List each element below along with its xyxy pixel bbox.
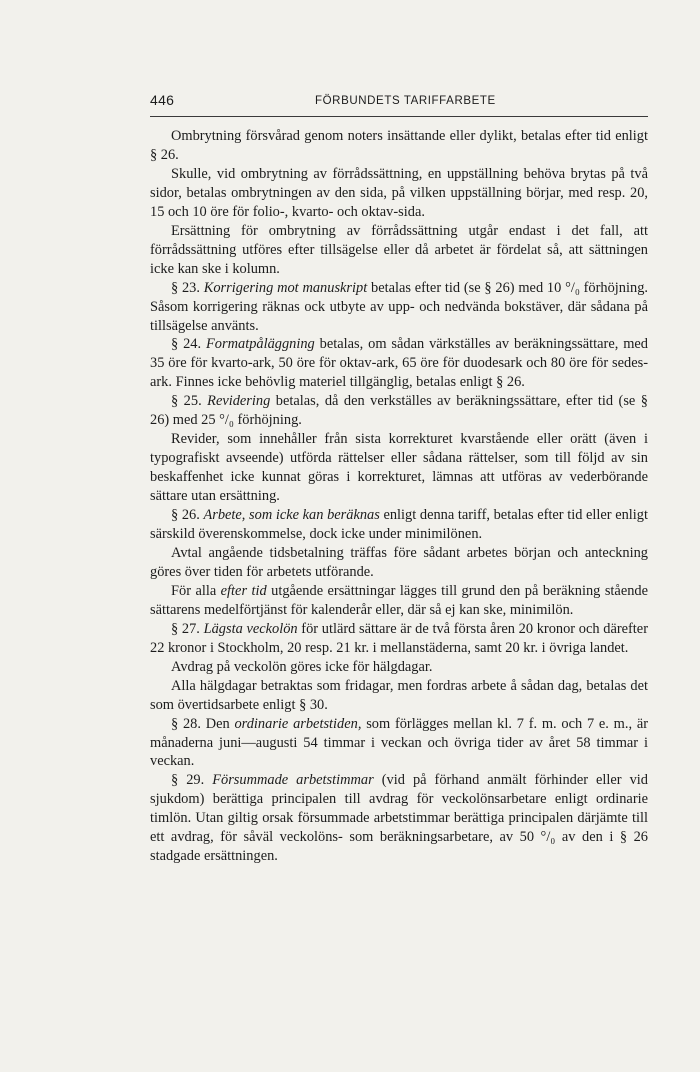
text-run: För alla (171, 582, 221, 599)
paragraph (150, 335, 648, 392)
page-number: 446 (150, 92, 175, 108)
text-run: § 27. (171, 620, 204, 637)
text-run: § 25. (171, 393, 208, 410)
text-run: som förlägges mellan kl. 7 f. m. och 7 e. m., är månaderna juni—augusti 54 timmar i veckan och övriga tider av året 58 timmar i veckan. (150, 715, 649, 770)
text-run: (vid på förhand anmält förhinder eller vid sjukdom) berättiga principalen till avdrag för veckolönsarbetare enligt ordinarie timlön. Utan giltig orsak försummade arbetstimmar berättiga principalen därjämte till ett avdrag, för såväl veckolöns- som beräkningsarbetare, av 50 °/₀ av den i § 26 stadgade ersättningen. (150, 772, 648, 865)
text-run: Skulle, vid ombrytning av förrådssättning, en uppställning behöva brytas på två sidor, betalas ombrytningen av den sida, på vilken uppställning börjar, med resp. 20, 15 och 10 öre för folio-, kvarto- och oktav-sida. (150, 165, 648, 220)
text-run: § 24. (171, 336, 207, 353)
text-run: Ombrytning försvårad genom noters insättande eller dylikt, betalas efter tid enligt § 26. (150, 128, 648, 163)
text-run: § 28. Den (171, 715, 235, 732)
text-run: betalas efter tid (se § 26) med 10 °/₀ förhöjning. Såsom korrigering räknas ock utbyte av upp- och nedvända bokstäver, där sådana på tillsägelse använts. (150, 279, 648, 334)
text-run: för utlärd sättare är de två första åren 20 kronor och därefter 22 kronor i Stockholm, 20 resp. 21 kr. i mellanstäderna, samt 20 kr. i övriga landet. (150, 620, 648, 656)
text-run: § 23. (171, 279, 204, 296)
paragraph (150, 392, 648, 430)
paragraph (150, 715, 648, 772)
italic-term: ordinarie arbetstiden, (234, 715, 362, 732)
text-run: Revider, som innehåller från sista korrekturet kvarstående eller orätt (även i typografiskt avseende) utförda rättelser eller sådana rättelser, som till följd av sin beskaffenhet icke kunnat göras i korrekturet, lämnas att utföras av vederbörande sättare utan ersättning. (150, 431, 648, 505)
paragraph (150, 279, 648, 336)
italic-term: Lägsta veckolön (203, 620, 298, 637)
text-run: Avtal angående tidsbetalning träffas före sådant arbetes början och anteckning göres över tiden för arbetets utförande. (150, 544, 648, 580)
body-text (150, 127, 648, 866)
page-header (150, 90, 648, 117)
paragraph (150, 544, 648, 582)
italic-term: Arbete, som icke kan beräknas (203, 507, 380, 524)
paragraph (150, 506, 648, 544)
paragraph (150, 582, 648, 620)
paragraph (150, 677, 648, 715)
italic-term: Formatpåläggning (206, 336, 315, 353)
paragraph (150, 222, 648, 279)
text-run: § 29. (171, 772, 213, 789)
text-run: Avdrag på veckolön göres icke för hälgdagar. (171, 658, 433, 675)
paragraph (150, 165, 648, 222)
text-run: enligt denna tariff, betalas efter tid eller enligt särskild överenskommelse, dock icke under minimilönen. (150, 507, 648, 543)
text-run: utgående ersättningar lägges till grund den på beräkning stående sättarens medelförtjänst för kalenderår eller, där så ej kan ske, minimilön. (150, 582, 648, 618)
italic-term: Korrigering mot manuskript (203, 279, 368, 296)
italic-term: Försummade arbetstimmar (212, 772, 374, 789)
text-run: betalas, då den verkställes av beräkningssättare, efter tid (se § 26) med 25 °/₀ förhöjning. (150, 393, 648, 429)
text-run: Ersättning för ombrytning av förrådssättning utgår endast i det fall, att förrådssättning utföres efter tillsägelse eller då arbetet är fördelat så, att sättningen icke kan ske i kolumn. (150, 222, 648, 277)
italic-term: efter tid (220, 582, 267, 599)
paragraph (150, 658, 648, 677)
paragraph (150, 430, 648, 506)
text-run: Alla hälgdagar betraktas som fridagar, men fordras arbete å sådan dag, betalas det som övertidsarbete enligt § 30. (150, 677, 648, 713)
text-run: betalas, om sådan värkställes av beräkningssättare, med 35 öre för kvarto-ark, 50 öre för oktav-ark, 65 öre för duodesark och 80 öre för sedes-ark. Finnes icke behövlig materiel tillgänglig, betalas enligt § 26. (150, 336, 649, 391)
paragraph (150, 771, 648, 866)
paragraph (150, 127, 648, 165)
text-run: § 26. (171, 507, 204, 524)
running-title: FÖRBUNDETS TARIFFARBETE (315, 95, 496, 107)
paragraph (150, 620, 648, 658)
italic-term: Revidering (207, 393, 271, 410)
